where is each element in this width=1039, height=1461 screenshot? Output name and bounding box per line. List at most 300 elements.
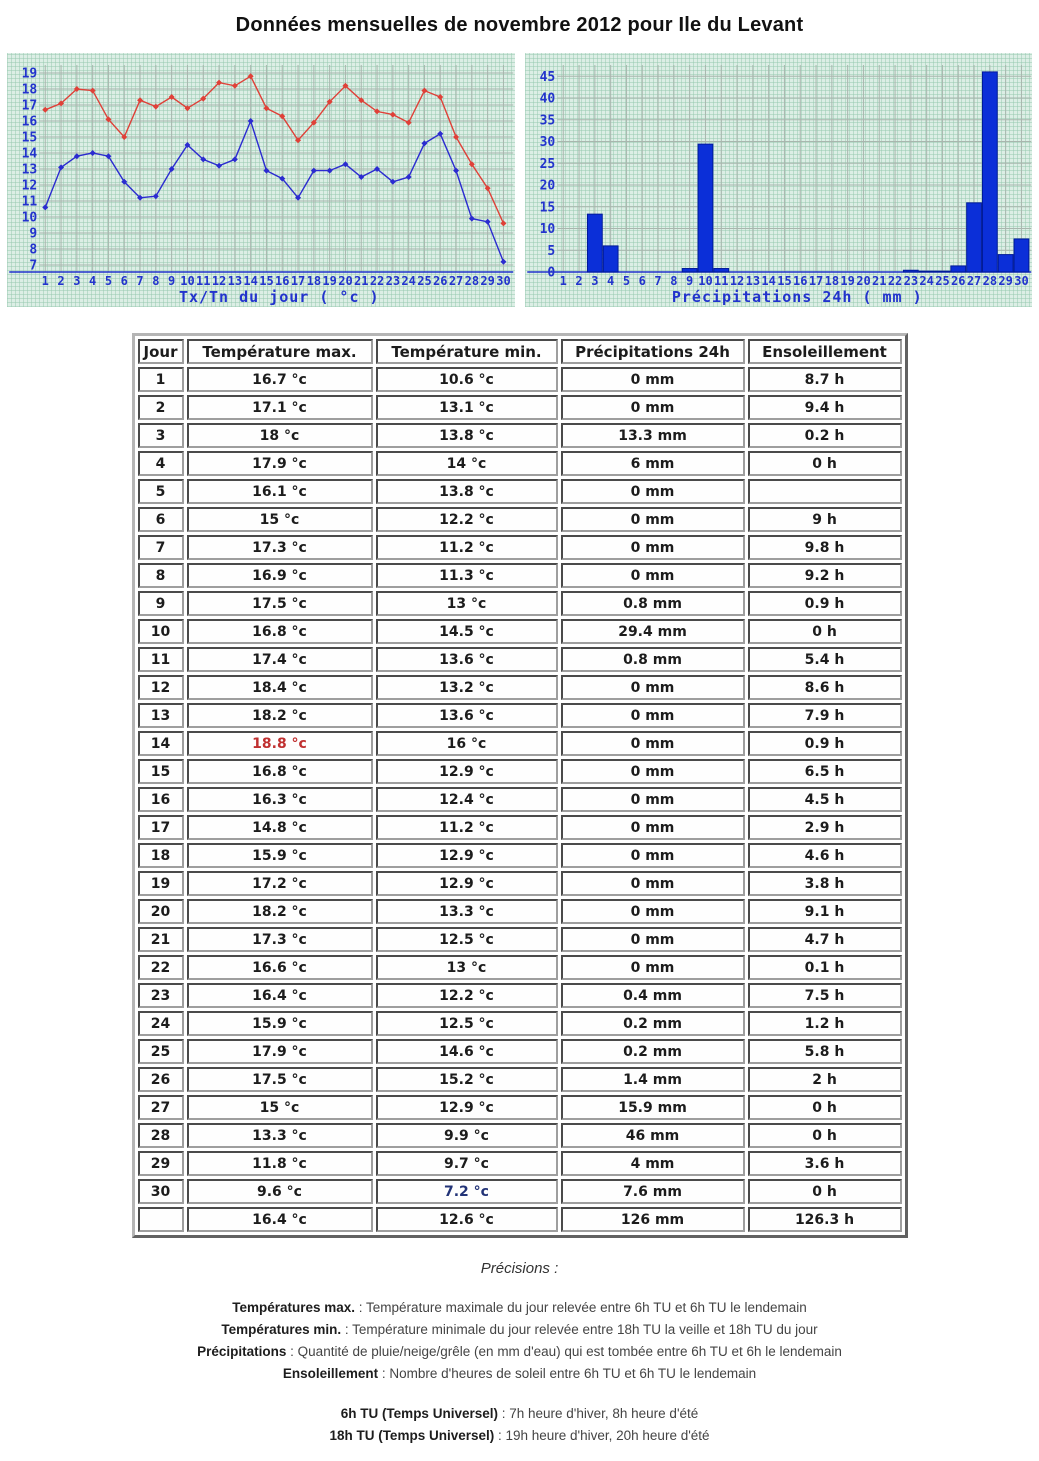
precipitation-bar [1014, 239, 1029, 272]
table-row [138, 367, 902, 392]
table-cell: 16.8 °c [187, 759, 373, 784]
table-row [138, 927, 902, 952]
svg-text:13: 13 [227, 274, 243, 288]
table-cell: 8.7 h [748, 367, 902, 392]
svg-text:6: 6 [120, 274, 128, 288]
table-cell: 2 h [748, 1067, 902, 1092]
table-cell: 126 mm [561, 1207, 745, 1232]
table-cell: 15.9 °c [187, 843, 373, 868]
table-cell: 13.8 °c [376, 479, 558, 504]
column-header: Température max. [187, 339, 373, 364]
table-cell: 30 [138, 1179, 184, 1204]
table-cell: 9.7 °c [376, 1151, 558, 1176]
svg-text:26: 26 [950, 274, 965, 288]
table-cell: 0 mm [561, 955, 745, 980]
x-axis-label: Précipitations 24h ( mm ) [671, 288, 923, 306]
precipitation-bar [950, 266, 965, 272]
page-title: Données mensuelles de novembre 2012 pour Ile du Levant [235, 14, 804, 36]
precipitation-chart-svg [525, 53, 1033, 307]
table-cell: 126.3 h [748, 1207, 902, 1232]
charts-row [0, 53, 1039, 307]
table-cell: 0.9 h [748, 591, 902, 616]
svg-text:0: 0 [546, 265, 555, 281]
table-cell: 16.3 °c [187, 787, 373, 812]
table-row [138, 703, 902, 728]
svg-text:23: 23 [903, 274, 918, 288]
svg-text:19: 19 [21, 66, 38, 82]
svg-text:2: 2 [57, 274, 65, 288]
table-cell: 8 [138, 563, 184, 588]
precipitation-bar [935, 271, 950, 272]
table-cell: 14 [138, 731, 184, 756]
svg-text:27: 27 [448, 274, 464, 288]
table-cell: 16.4 °c [187, 1207, 373, 1232]
svg-text:25: 25 [539, 156, 555, 172]
table-cell: 13.8 °c [376, 423, 558, 448]
time-note-line: 6h TU (Temps Universel) : 7h heure d'hiver, 8h heure d'été [340, 1406, 699, 1421]
table-cell: 20 [138, 899, 184, 924]
table-cell: 3.8 h [748, 871, 902, 896]
table-cell: 0 mm [561, 927, 745, 952]
table-cell: 18 °c [187, 423, 373, 448]
column-header: Température min. [376, 339, 558, 364]
precipitation-bar [903, 270, 918, 272]
table-cell: 0 h [748, 1179, 902, 1204]
table-cell: 0 mm [561, 563, 745, 588]
table-cell: 17.1 °c [187, 395, 373, 420]
table-cell: 12.9 °c [376, 843, 558, 868]
precisions-title: Précisions : [480, 1260, 559, 1277]
table-row [138, 1067, 902, 1092]
svg-text:28: 28 [464, 274, 480, 288]
svg-text:4: 4 [606, 274, 614, 288]
table-cell: 12 [138, 675, 184, 700]
precipitation-bar [587, 214, 602, 272]
precipitation-bar [698, 144, 713, 272]
column-header: Précipitations 24h [561, 339, 745, 364]
column-header: Ensoleillement [748, 339, 902, 364]
table-cell [138, 1207, 184, 1232]
svg-text:7: 7 [653, 274, 662, 288]
table-cell: 12.9 °c [376, 759, 558, 784]
table-cell: 7.6 mm [561, 1179, 745, 1204]
table-row [138, 1039, 902, 1064]
table-cell: 11.3 °c [376, 563, 558, 588]
svg-text:18: 18 [306, 274, 322, 288]
table-cell: 7.2 °c [376, 1179, 558, 1204]
table-row [138, 731, 902, 756]
table-cell: 6.5 h [748, 759, 902, 784]
table-cell: 17.4 °c [187, 647, 373, 672]
table-cell: 13 °c [376, 591, 558, 616]
svg-text:14: 14 [21, 146, 38, 162]
temperature-chart-svg [7, 53, 515, 307]
table-cell: 46 mm [561, 1123, 745, 1148]
table-cell: 17.5 °c [187, 1067, 373, 1092]
table-cell: 7 [138, 535, 184, 560]
table-cell: 13.6 °c [376, 647, 558, 672]
table-cell: 0 mm [561, 703, 745, 728]
table-cell: 0 mm [561, 899, 745, 924]
svg-text:25: 25 [417, 274, 432, 288]
svg-text:28: 28 [982, 274, 997, 288]
table-row [138, 1123, 902, 1148]
table-cell: 18.4 °c [187, 675, 373, 700]
svg-text:10: 10 [697, 274, 713, 288]
svg-text:45: 45 [539, 69, 555, 85]
definition-line: Températures max. : Température maximale du jour relevée entre 6h TU et 6h TU le lendemain [232, 1300, 807, 1315]
x-axis-label: Tx/Tn du jour ( °c ) [178, 288, 380, 306]
table-cell: 4.5 h [748, 787, 902, 812]
svg-text:9: 9 [29, 226, 38, 242]
svg-text:25: 25 [934, 274, 950, 288]
series-Tn [45, 121, 503, 262]
table-cell: 13.1 °c [376, 395, 558, 420]
svg-text:1: 1 [41, 274, 49, 288]
table-cell: 0.9 h [748, 731, 902, 756]
table-cell: 12.2 °c [376, 983, 558, 1008]
svg-text:16: 16 [275, 274, 290, 288]
table-cell: 0.2 mm [561, 1039, 745, 1064]
precipitation-bar [919, 271, 934, 272]
svg-text:16: 16 [21, 114, 38, 130]
table-cell: 0.2 mm [561, 1011, 745, 1036]
table-cell: 29 [138, 1151, 184, 1176]
table-cell: 4.7 h [748, 927, 902, 952]
table-cell: 0 mm [561, 843, 745, 868]
table-cell: 15 °c [187, 1095, 373, 1120]
table-row [138, 983, 902, 1008]
svg-text:7: 7 [29, 258, 38, 274]
table-row [138, 563, 902, 588]
table-cell: 16.7 °c [187, 367, 373, 392]
table-cell: 0 mm [561, 759, 745, 784]
table-row [138, 759, 902, 784]
svg-text:3: 3 [590, 274, 598, 288]
table-cell: 0 mm [561, 367, 745, 392]
svg-text:21: 21 [354, 274, 369, 288]
table-cell: 12.6 °c [376, 1207, 558, 1232]
table-row [138, 899, 902, 924]
svg-text:6: 6 [638, 274, 646, 288]
table-cell: 15.9 °c [187, 1011, 373, 1036]
table-cell: 0 h [748, 1123, 902, 1148]
svg-text:29: 29 [997, 274, 1013, 288]
svg-text:8: 8 [29, 242, 38, 258]
svg-text:13: 13 [745, 274, 760, 288]
table-cell: 13.3 °c [376, 899, 558, 924]
table-cell: 0 mm [561, 815, 745, 840]
svg-text:30: 30 [1013, 274, 1029, 288]
svg-text:10: 10 [539, 222, 555, 237]
table-cell: 7.9 h [748, 703, 902, 728]
svg-text:5: 5 [104, 274, 113, 288]
table-cell: 10.6 °c [376, 367, 558, 392]
svg-text:11: 11 [713, 274, 728, 288]
svg-text:5: 5 [546, 243, 555, 259]
table-cell: 17.9 °c [187, 451, 373, 476]
svg-text:14: 14 [243, 274, 258, 288]
table-cell [748, 479, 902, 504]
svg-text:4: 4 [89, 274, 97, 288]
precipitation-bar [682, 269, 697, 272]
svg-text:24: 24 [401, 274, 416, 288]
svg-text:29: 29 [480, 274, 495, 288]
svg-text:26: 26 [433, 274, 448, 288]
table-cell: 0 mm [561, 675, 745, 700]
precipitation-bar [966, 203, 981, 272]
svg-text:15: 15 [539, 200, 555, 216]
table-row [138, 1095, 902, 1120]
svg-text:23: 23 [385, 274, 401, 288]
table-row [138, 675, 902, 700]
table-cell: 26 [138, 1067, 184, 1092]
table-row [138, 843, 902, 868]
svg-text:11: 11 [21, 194, 38, 210]
table-cell: 17.9 °c [187, 1039, 373, 1064]
time-notes-block [0, 1403, 1039, 1461]
definition-line: Précipitations : Quantité de pluie/neige/grêle (en mm d'eau) qui est tombée entre 6h TU et 6h le lendemain [197, 1344, 842, 1359]
weather-table [132, 333, 908, 1238]
table-cell: 9.9 °c [376, 1123, 558, 1148]
table-cell: 25 [138, 1039, 184, 1064]
table-cell: 5.8 h [748, 1039, 902, 1064]
svg-text:18: 18 [21, 82, 38, 98]
table-cell: 8.6 h [748, 675, 902, 700]
table-row [138, 451, 902, 476]
table-cell: 15 [138, 759, 184, 784]
svg-text:5: 5 [622, 274, 630, 288]
table-row [138, 871, 902, 896]
table-cell: 11.8 °c [187, 1151, 373, 1176]
table-cell: 1 [138, 367, 184, 392]
table-cell: 5.4 h [748, 647, 902, 672]
table-cell: 13.3 °c [187, 1123, 373, 1148]
svg-text:9: 9 [168, 274, 176, 288]
table-row [138, 1179, 902, 1204]
table-cell: 5 [138, 479, 184, 504]
header-row [138, 339, 902, 364]
table-cell: 16 °c [376, 731, 558, 756]
table-cell: 0.2 h [748, 423, 902, 448]
table-cell: 14.5 °c [376, 619, 558, 644]
table-cell: 15 °c [187, 507, 373, 532]
svg-text:15: 15 [259, 274, 274, 288]
table-row [138, 1011, 902, 1036]
svg-text:12: 12 [21, 178, 38, 194]
svg-text:10: 10 [180, 274, 195, 288]
svg-text:17: 17 [290, 274, 306, 288]
table-cell: 12.2 °c [376, 507, 558, 532]
svg-text:27: 27 [966, 274, 981, 288]
table-cell: 0 mm [561, 731, 745, 756]
svg-text:30: 30 [539, 135, 555, 150]
table-cell: 11 [138, 647, 184, 672]
precipitation-chart [525, 53, 1033, 307]
table-cell: 24 [138, 1011, 184, 1036]
table-cell: 12.5 °c [376, 1011, 558, 1036]
svg-text:22: 22 [887, 274, 902, 288]
table-cell: 12.5 °c [376, 927, 558, 952]
svg-text:3: 3 [73, 274, 81, 288]
svg-text:7: 7 [136, 274, 144, 288]
weather-table-body [138, 367, 902, 1232]
svg-text:17: 17 [808, 274, 823, 288]
svg-text:30: 30 [496, 274, 511, 288]
table-cell: 19 [138, 871, 184, 896]
table-cell: 0.8 mm [561, 591, 745, 616]
table-cell: 0 mm [561, 395, 745, 420]
precipitation-bar [982, 72, 997, 272]
summary-row [138, 1207, 902, 1232]
table-row [138, 1151, 902, 1176]
table-cell: 18.8 °c [187, 731, 373, 756]
table-cell: 4 mm [561, 1151, 745, 1176]
precipitation-bar [998, 255, 1013, 272]
svg-text:12: 12 [729, 274, 744, 288]
svg-text:1: 1 [559, 274, 567, 288]
svg-text:11: 11 [196, 274, 211, 288]
table-cell: 18 [138, 843, 184, 868]
table-cell: 9.1 h [748, 899, 902, 924]
table-row [138, 787, 902, 812]
table-cell: 18.2 °c [187, 703, 373, 728]
svg-text:24: 24 [918, 274, 934, 288]
table-cell: 17.3 °c [187, 927, 373, 952]
table-cell: 9.6 °c [187, 1179, 373, 1204]
table-cell: 6 mm [561, 451, 745, 476]
table-cell: 0 mm [561, 535, 745, 560]
table-cell: 13.3 mm [561, 423, 745, 448]
table-cell: 15.9 mm [561, 1095, 745, 1120]
svg-text:12: 12 [211, 274, 227, 288]
table-cell: 29.4 mm [561, 619, 745, 644]
table-cell: 13 [138, 703, 184, 728]
table-cell: 0.1 h [748, 955, 902, 980]
table-cell: 0 h [748, 451, 902, 476]
precipitation-bar [603, 246, 618, 272]
table-row [138, 423, 902, 448]
table-cell: 4.6 h [748, 843, 902, 868]
table-cell: 13.6 °c [376, 703, 558, 728]
svg-text:22: 22 [369, 274, 385, 288]
table-row [138, 395, 902, 420]
svg-text:40: 40 [539, 91, 555, 107]
svg-text:2: 2 [574, 274, 583, 288]
table-row [138, 815, 902, 840]
table-row [138, 955, 902, 980]
svg-text:18: 18 [824, 274, 839, 288]
svg-text:21: 21 [871, 274, 886, 288]
svg-text:19: 19 [322, 274, 337, 288]
table-cell: 3.6 h [748, 1151, 902, 1176]
table-cell: 12.4 °c [376, 787, 558, 812]
definition-line: Températures min. : Température minimale du jour relevée entre 18h TU la veille et 18h TU du jour [221, 1322, 818, 1337]
table-cell: 9.2 h [748, 563, 902, 588]
table-cell: 13 °c [376, 955, 558, 980]
svg-text:19: 19 [839, 274, 855, 288]
table-cell: 11.2 °c [376, 535, 558, 560]
table-cell: 0 h [748, 1095, 902, 1120]
table-cell: 9.4 h [748, 395, 902, 420]
table-cell: 0 mm [561, 479, 745, 504]
table-cell: 14.6 °c [376, 1039, 558, 1064]
table-cell: 16.9 °c [187, 563, 373, 588]
definition-line: Ensoleillement : Nombre d'heures de soleil entre 6h TU et 6h TU le lendemain [282, 1366, 757, 1381]
table-cell: 2.9 h [748, 815, 902, 840]
svg-text:20: 20 [855, 274, 871, 288]
definitions-block [0, 1297, 1039, 1385]
table-cell: 18.2 °c [187, 899, 373, 924]
svg-text:20: 20 [539, 178, 555, 194]
table-cell: 21 [138, 927, 184, 952]
table-row [138, 647, 902, 672]
table-row [138, 507, 902, 532]
table-cell: 17.3 °c [187, 535, 373, 560]
table-row [138, 479, 902, 504]
table-cell: 2 [138, 395, 184, 420]
svg-text:35: 35 [539, 113, 555, 129]
table-cell: 1.4 mm [561, 1067, 745, 1092]
table-cell: 7.5 h [748, 983, 902, 1008]
table-cell: 3 [138, 423, 184, 448]
weather-table-head [138, 339, 902, 364]
svg-text:8: 8 [152, 274, 160, 288]
table-cell: 14 °c [376, 451, 558, 476]
svg-text:8: 8 [669, 274, 677, 288]
table-cell: 22 [138, 955, 184, 980]
svg-text:13: 13 [21, 162, 38, 178]
svg-text:9: 9 [685, 274, 693, 288]
table-cell: 12.9 °c [376, 871, 558, 896]
table-cell: 13.2 °c [376, 675, 558, 700]
table-cell: 16.8 °c [187, 619, 373, 644]
table-cell: 0 h [748, 619, 902, 644]
table-cell: 0.4 mm [561, 983, 745, 1008]
table-cell: 16.1 °c [187, 479, 373, 504]
table-cell: 0 mm [561, 871, 745, 896]
svg-text:16: 16 [792, 274, 807, 288]
temperature-chart [7, 53, 515, 307]
table-cell: 17 [138, 815, 184, 840]
svg-text:14: 14 [760, 274, 776, 288]
table-cell: 23 [138, 983, 184, 1008]
svg-text:17: 17 [21, 98, 38, 114]
table-cell: 16.4 °c [187, 983, 373, 1008]
table-row [138, 535, 902, 560]
column-header: Jour [138, 339, 184, 364]
table-row [138, 619, 902, 644]
svg-text:15: 15 [21, 130, 38, 146]
table-cell: 28 [138, 1123, 184, 1148]
table-cell: 0 mm [561, 787, 745, 812]
table-cell: 6 [138, 507, 184, 532]
svg-text:15: 15 [776, 274, 792, 288]
table-cell: 12.9 °c [376, 1095, 558, 1120]
table-cell: 16.6 °c [187, 955, 373, 980]
table-cell: 9 h [748, 507, 902, 532]
time-note-line: 18h TU (Temps Universel) : 19h heure d'hiver, 20h heure d'été [329, 1428, 710, 1443]
table-cell: 17.5 °c [187, 591, 373, 616]
table-cell: 11.2 °c [376, 815, 558, 840]
table-cell: 16 [138, 787, 184, 812]
table-cell: 14.8 °c [187, 815, 373, 840]
table-cell: 17.2 °c [187, 871, 373, 896]
table-cell: 4 [138, 451, 184, 476]
table-cell: 0.8 mm [561, 647, 745, 672]
precipitation-bar [713, 269, 728, 272]
svg-text:20: 20 [338, 274, 353, 288]
